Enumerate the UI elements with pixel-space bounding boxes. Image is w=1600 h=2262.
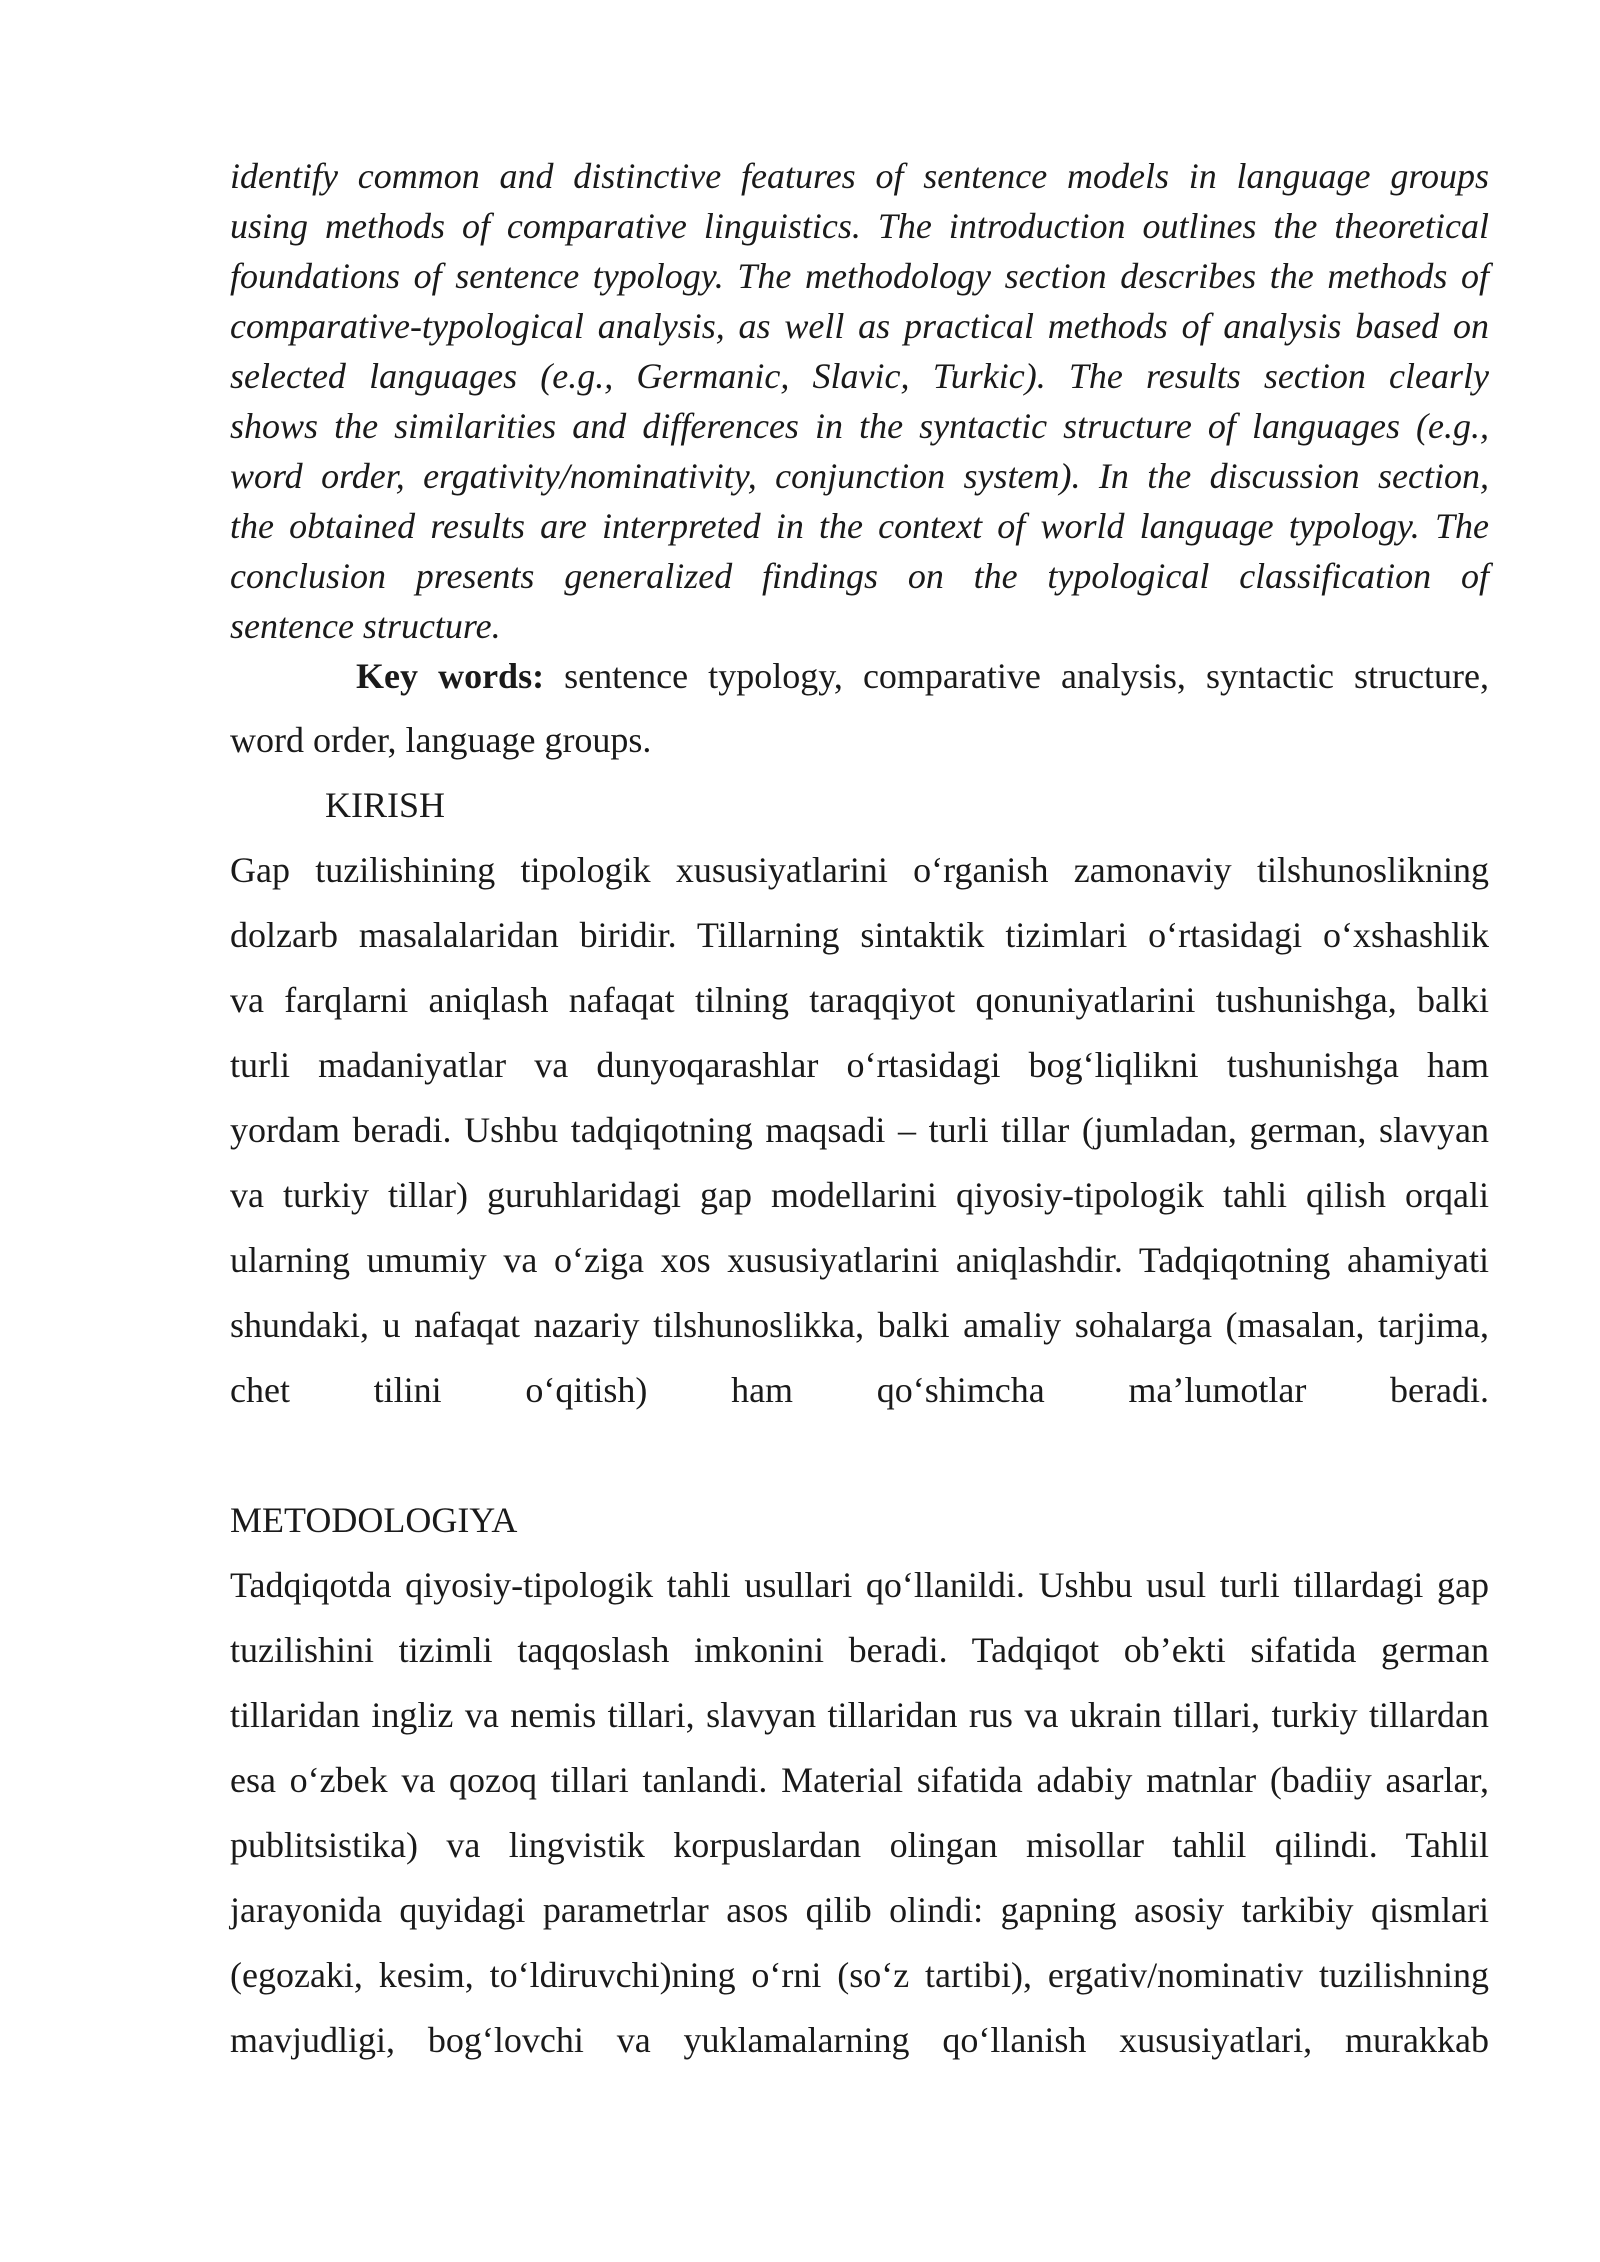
abstract-line: word order, ergativity/nominativity, conjunction system). In the discussion section, — [230, 456, 1489, 496]
keywords-label: Key words: — [356, 656, 545, 696]
abstract-line: sentence structure. — [230, 606, 501, 646]
abstract-line: using methods of comparative linguistics. The introduction outlines the theoretical — [230, 206, 1489, 246]
paragraph-line: Tadqiqotda qiyosiy-tipologik tahli usullari qo‘llanildi. Ushbu usul turli tillardagi gap — [230, 1565, 1489, 1605]
section-heading-metodologiya: METODOLOGIYA — [230, 1500, 518, 1540]
abstract-line: shows the similarities and differences in the syntactic structure of languages (e.g., — [230, 406, 1489, 446]
abstract-line: foundations of sentence typology. The methodology section describes the methods of — [230, 256, 1489, 296]
abstract-line: conclusion presents generalized findings on the typological classification of — [230, 556, 1489, 596]
abstract-line: the obtained results are interpreted in the context of world language typology. The — [230, 506, 1489, 546]
abstract-line: comparative-typological analysis, as well as practical methods of analysis based on — [230, 306, 1489, 346]
paragraph-line: va farqlarni aniqlash nafaqat tilning taraqqiyot qonuniyatlarini tushunishga, balki — [230, 980, 1489, 1020]
paragraph-line: Gap tuzilishining tipologik xususiyatlarini o‘rganish zamonaviy tilshunoslikning — [230, 850, 1489, 890]
paragraph-line: (egozaki, kesim, to‘ldiruvchi)ning o‘rni (so‘z tartibi), ergativ/nominativ tuzilishning — [230, 1955, 1489, 1995]
paragraph-line: jarayonida quyidagi parametrlar asos qilib olindi: gapning asosiy tarkibiy qismlari — [230, 1890, 1489, 1930]
paragraph-line: publitsistika) va lingvistik korpuslardan olingan misollar tahlil qilindi. Tahlil — [230, 1825, 1489, 1865]
keywords-line — [356, 651, 1489, 701]
abstract-line: identify common and distinctive features of sentence models in language groups — [230, 156, 1489, 196]
keywords-text: sentence typology, comparative analysis, syntactic structure, — [564, 656, 1489, 696]
paragraph-line: ularning umumiy va o‘ziga xos xususiyatlarini aniqlashdir. Tadqiqotning ahamiyati — [230, 1240, 1489, 1280]
section-heading-kirish: KIRISH — [325, 785, 446, 825]
paragraph-line: tuzilishini tizimli taqqoslash imkonini beradi. Tadqiqot ob’ekti sifatida german — [230, 1630, 1489, 1670]
paragraph-line: yordam beradi. Ushbu tadqiqotning maqsadi – turli tillar (jumladan, german, slavyan — [230, 1110, 1489, 1150]
paragraph-line: esa o‘zbek va qozoq tillari tanlandi. Material sifatida adabiy matnlar (badiiy asarlar, — [230, 1760, 1489, 1800]
paragraph-line: tillaridan ingliz va nemis tillari, slavyan tillaridan rus va ukrain tillari, turkiy tillardan — [230, 1695, 1489, 1735]
abstract-line: selected languages (e.g., Germanic, Slavic, Turkic). The results section clearly — [230, 356, 1489, 396]
keywords-line: word order, language groups. — [230, 720, 652, 760]
paragraph-line: va turkiy tillar) guruhlaridagi gap modellarini qiyosiy-tipologik tahli qilish orqali — [230, 1175, 1489, 1215]
paragraph-line: shundaki, u nafaqat nazariy tilshunoslikka, balki amaliy sohalarga (masalan, tarjima, — [230, 1305, 1489, 1345]
paragraph-line: dolzarb masalalaridan biridir. Tillarning sintaktik tizimlari o‘rtasidagi o‘xshashlik — [230, 915, 1489, 955]
paragraph-line: chet tilini o‘qitish) ham qo‘shimcha ma’lumotlar beradi. — [230, 1370, 1489, 1410]
paragraph-line: turli madaniyatlar va dunyoqarashlar o‘rtasidagi bog‘liqlikni tushunishga ham — [230, 1045, 1489, 1085]
paragraph-line: mavjudligi, bog‘lovchi va yuklamalarning qo‘llanish xususiyatlari, murakkab — [230, 2020, 1489, 2060]
